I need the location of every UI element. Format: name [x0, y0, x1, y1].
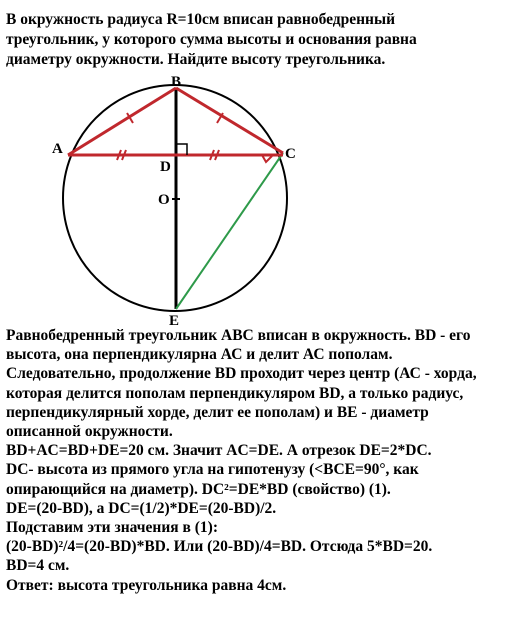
label-O: O: [158, 192, 170, 208]
label-A: A: [52, 141, 63, 157]
solution-line: высота, она перпендикулярна АС и делит АС пополам.: [6, 346, 393, 364]
solution-line: которая делится пополам перпендикуляром BD, а только радиус,: [6, 384, 464, 402]
geometry-figure: [0, 72, 509, 332]
problem-line: треугольник, у которого сумма высоты и основания равна: [6, 31, 417, 48]
side-BC: [176, 88, 283, 153]
solution-line: BD+AC=BD+DE=20 см. Значит AC=DE. А отрезок DE=2*DC.: [6, 442, 432, 460]
solution-line: опирающийся на диаметр). DC²=DE*BD (свойство) (1).: [6, 480, 391, 498]
solution-line: Подставим эти значения в (1):: [6, 519, 218, 537]
problem-statement: [6, 10, 503, 70]
chord-CE: [176, 153, 283, 309]
label-C: C: [285, 146, 296, 162]
solution-line: DC- высота из прямого угла на гипотенузу (<BCE=90°, как: [6, 461, 419, 479]
label-D: D: [160, 159, 171, 175]
problem-line: диаметру окружности. Найдите высоту треугольника.: [6, 51, 386, 68]
solution-line: перпендикулярный хорде, делит ее пополам) и ВЕ - диаметр: [6, 403, 429, 421]
solution-answer: Ответ: высота треугольника равна 4см.: [6, 576, 287, 594]
solution-text: [6, 326, 506, 595]
label-B: B: [171, 74, 182, 90]
problem-line: В окружность радиуса R=10см вписан равнобедренный: [6, 11, 396, 28]
solution-line: DE=(20-BD), а DC=(1/2)*DE=(20-BD)/2.: [6, 499, 277, 517]
solution-line: (20-BD)²/4=(20-BD)*BD. Или (20-BD)/4=BD. Отсюда 5*BD=20.: [6, 538, 433, 556]
label-E: E: [169, 313, 180, 329]
right-angle-mark-D: [176, 144, 187, 155]
solution-line: Равнобедренный треугольник АВС вписан в окружность. BD - его: [6, 327, 471, 344]
solution-line: BD=4 см.: [6, 557, 70, 575]
solution-line: описанной окружности.: [6, 423, 173, 441]
solution-line: Следовательно, продолжение BD проходит через центр (АС - хорда,: [6, 365, 477, 383]
